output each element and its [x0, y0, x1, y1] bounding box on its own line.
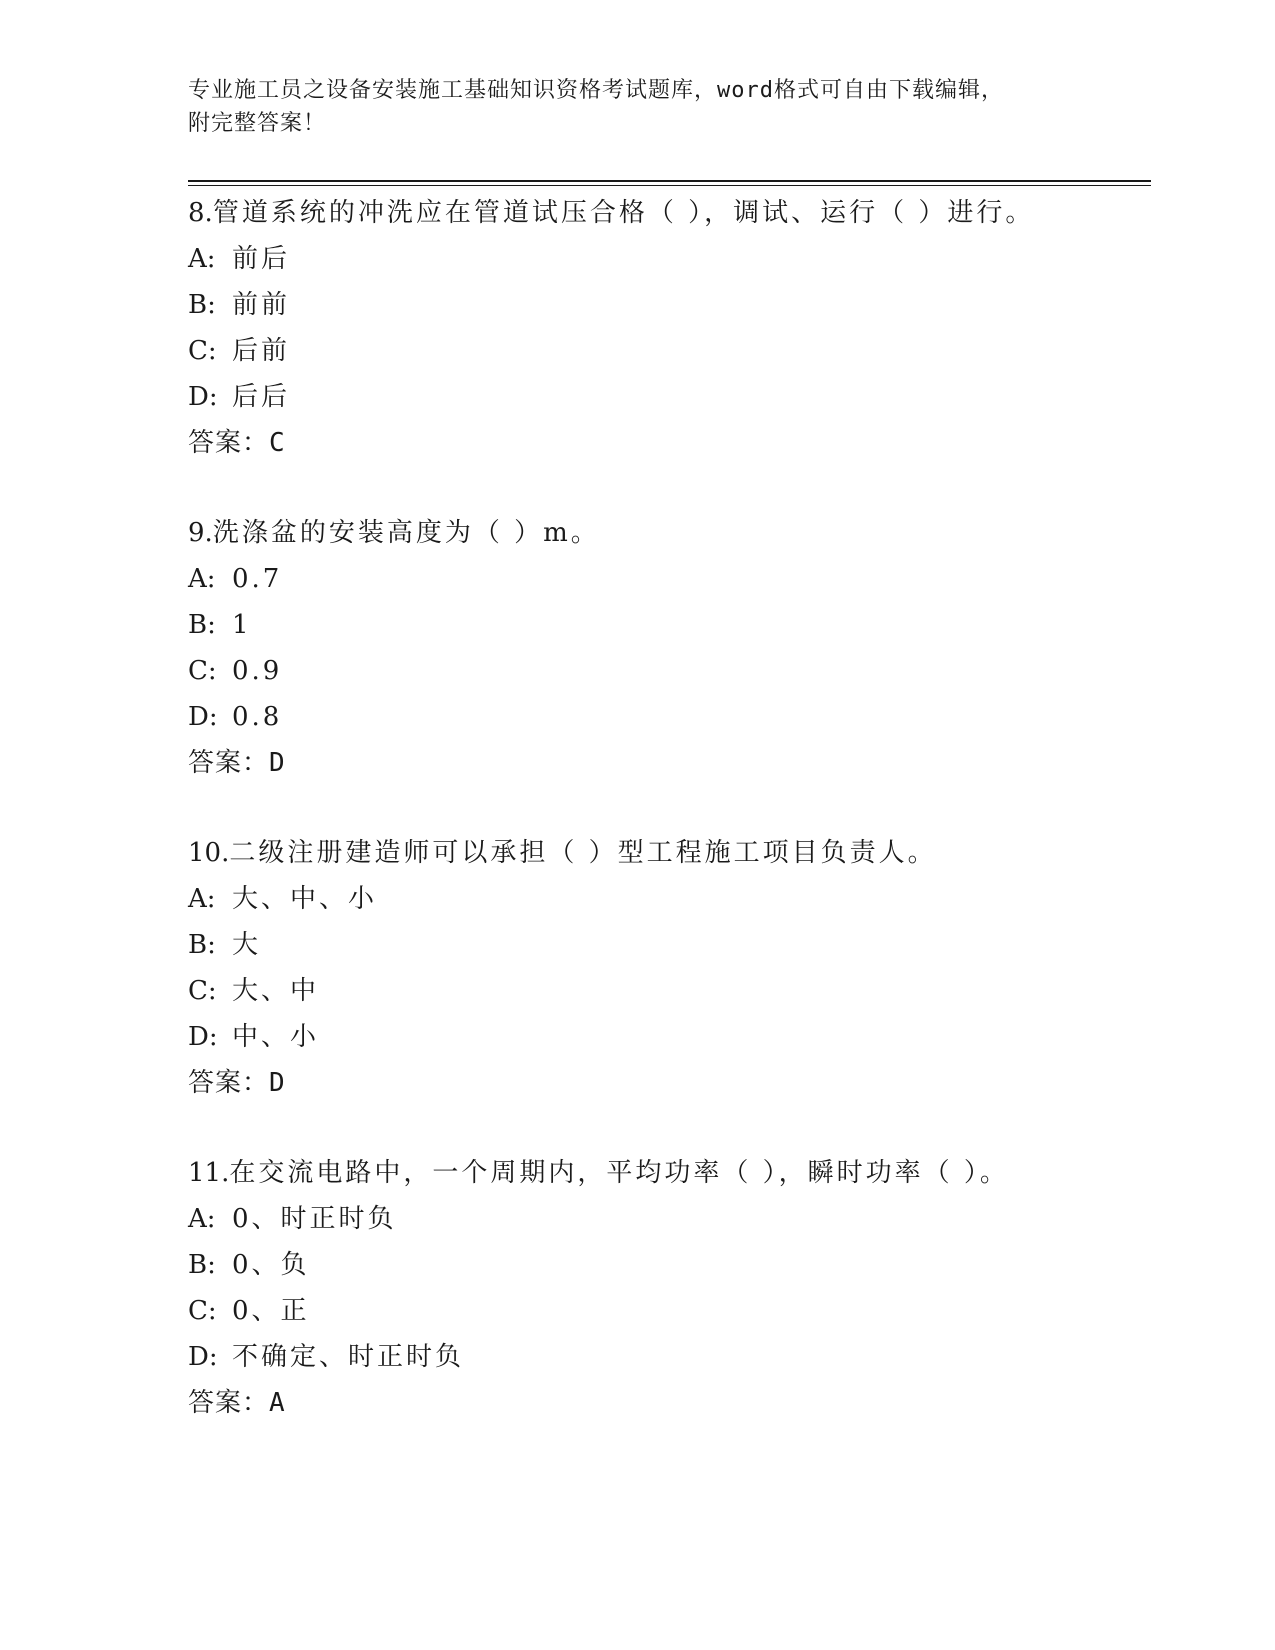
option-key: B:	[188, 610, 216, 640]
option-text: 大、中、小	[232, 884, 378, 914]
header-divider-thin	[188, 185, 1151, 186]
option-key: C:	[188, 336, 217, 366]
question-10	[188, 830, 1148, 1150]
option-c	[188, 1288, 1148, 1334]
option-key: D:	[188, 1022, 218, 1052]
header-divider-thick	[188, 180, 1151, 182]
question-text: 二级注册建造师可以承担（ ）型工程施工项目负责人。	[229, 838, 937, 868]
option-text: 0.7	[232, 564, 283, 594]
option-c	[188, 648, 1148, 694]
option-text: 0.9	[232, 656, 283, 686]
option-c	[188, 328, 1148, 374]
answer-line: 答案：C	[188, 428, 286, 458]
answer-line: 答案：D	[188, 1068, 286, 1098]
option-d	[188, 694, 1148, 740]
question-11	[188, 1150, 1148, 1470]
option-a	[188, 1196, 1148, 1242]
option-key: B:	[188, 1250, 216, 1280]
question-text: 洗涤盆的安装高度为（ ）m。	[212, 518, 600, 548]
question-number: 8.	[188, 198, 213, 228]
question-text: 管道系统的冲洗应在管道试压合格（ ），调试、运行（ ）进行。	[212, 198, 1035, 228]
option-text: 大、中	[232, 976, 320, 1006]
option-key: A:	[188, 564, 216, 594]
question-8	[188, 190, 1148, 510]
option-a	[188, 236, 1148, 282]
question-number: 9.	[188, 518, 213, 548]
option-text: 后前	[232, 336, 291, 366]
answer-line: 答案：A	[188, 1388, 286, 1418]
question-9	[188, 510, 1148, 830]
option-key: B:	[188, 290, 216, 320]
option-key: D:	[188, 702, 218, 732]
option-key: A:	[188, 884, 216, 914]
option-text: 0、时正时负	[232, 1204, 397, 1234]
option-c	[188, 968, 1148, 1014]
option-d	[188, 374, 1148, 420]
header-line-1: 专业施工员之设备安装施工基础知识资格考试题库，word格式可自由下载编辑，	[188, 78, 1004, 103]
question-stem	[188, 190, 1148, 236]
option-key: C:	[188, 656, 217, 686]
option-key: C:	[188, 1296, 217, 1326]
option-a	[188, 876, 1148, 922]
document-header	[188, 74, 1088, 140]
option-text: 前前	[232, 290, 291, 320]
option-key: A:	[188, 1204, 216, 1234]
option-b	[188, 922, 1148, 968]
question-text: 在交流电路中，一个周期内，平均功率（ ），瞬时功率（ ）。	[229, 1158, 1009, 1188]
option-b	[188, 282, 1148, 328]
option-d	[188, 1014, 1148, 1060]
option-b	[188, 1242, 1148, 1288]
question-stem	[188, 830, 1148, 876]
option-key: B:	[188, 930, 216, 960]
option-text: 0、正	[232, 1296, 310, 1326]
answer-line: 答案：D	[188, 748, 286, 778]
header-line-2: 附完整答案！	[188, 111, 327, 136]
option-text: 0、负	[232, 1250, 310, 1280]
option-text: 不确定、时正时负	[232, 1342, 465, 1372]
option-text: 1	[232, 610, 252, 640]
option-text: 中、小	[232, 1022, 320, 1052]
question-number: 10.	[188, 838, 230, 868]
question-stem	[188, 510, 1148, 556]
option-text: 后后	[232, 382, 291, 412]
option-key: C:	[188, 976, 217, 1006]
option-key: A:	[188, 244, 216, 274]
option-d	[188, 1334, 1148, 1380]
question-list	[188, 190, 1148, 1470]
option-key: D:	[188, 382, 218, 412]
option-a	[188, 556, 1148, 602]
question-number: 11.	[188, 1158, 230, 1188]
option-key: D:	[188, 1342, 218, 1372]
option-text: 前后	[232, 244, 291, 274]
option-text: 大	[232, 930, 262, 960]
question-stem	[188, 1150, 1148, 1196]
option-text: 0.8	[232, 702, 283, 732]
option-b	[188, 602, 1148, 648]
